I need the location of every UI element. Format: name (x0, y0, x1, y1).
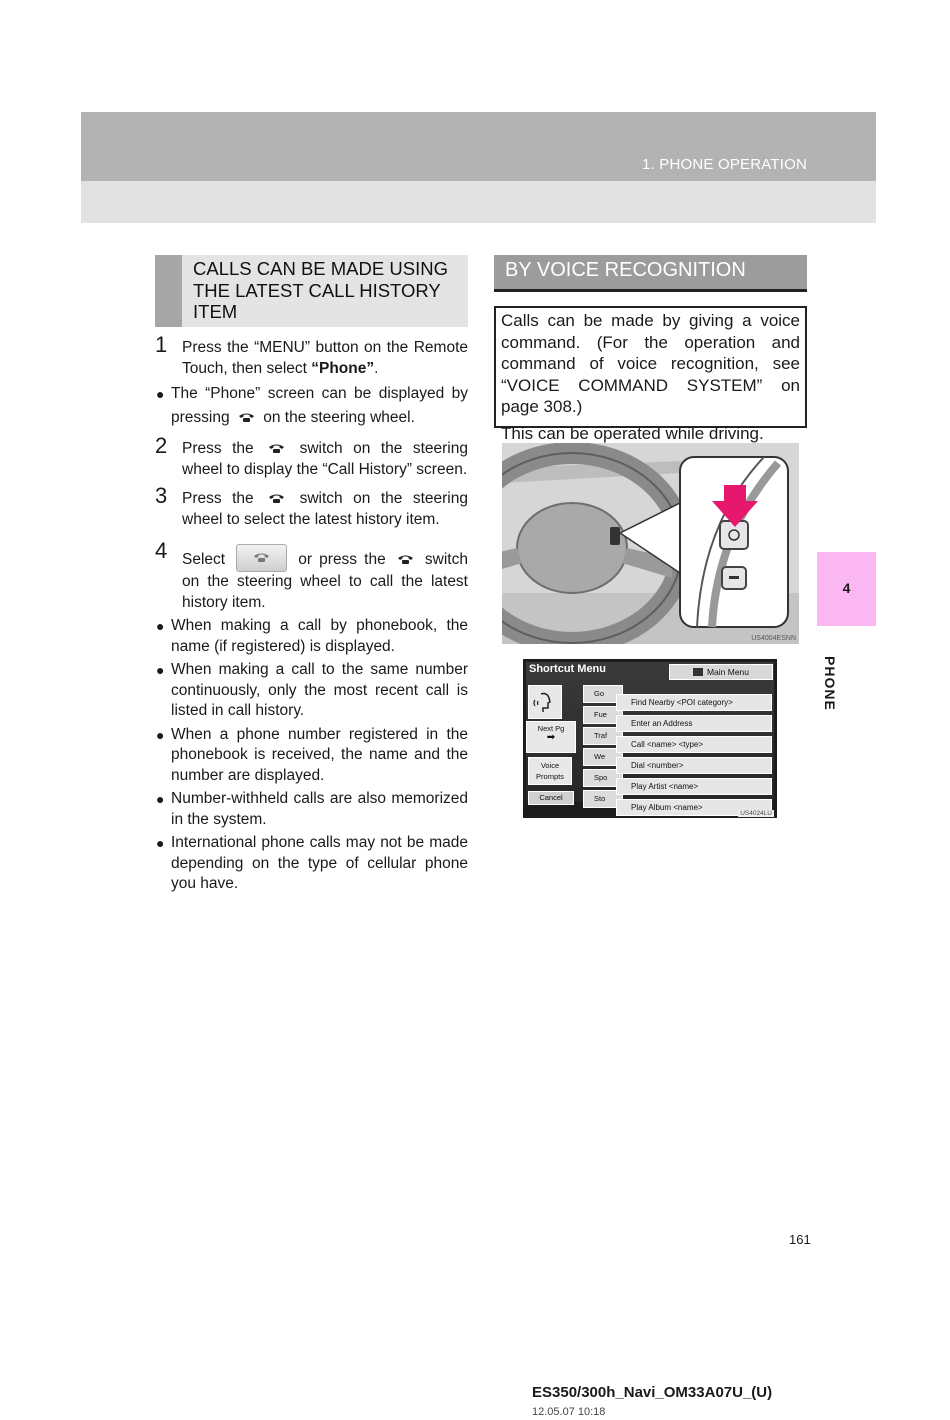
step-text: Select (182, 551, 226, 568)
command-item[interactable]: Dial <number> (616, 757, 772, 774)
footer-date: 12.05.07 10:18 (532, 1406, 606, 1418)
bullet-item (155, 660, 468, 722)
command-item[interactable]: Enter an Address (616, 715, 772, 732)
command-item[interactable]: Traf (583, 727, 623, 745)
main-menu-label: Main Menu (706, 667, 750, 677)
phone-icon (238, 412, 255, 423)
bullet-dot: ● (156, 386, 165, 402)
next-arrow-icon: ➡ (546, 732, 556, 743)
phone-icon (268, 493, 285, 504)
command-item[interactable]: We (583, 748, 623, 766)
next-page-button[interactable] (526, 721, 576, 753)
phone-icon (253, 552, 270, 563)
command-item[interactable]: Find Nearby <POI category> (616, 694, 772, 711)
step-text: switch on the steering wheel to call the latest history item. (182, 551, 468, 611)
menu-icon (693, 668, 703, 676)
step-text: . (374, 359, 379, 377)
bullet-item (155, 616, 468, 657)
main-menu-button[interactable] (669, 664, 773, 680)
chapter-label: PHONE (822, 656, 838, 711)
command-item[interactable]: Call <name> <type> (616, 736, 772, 753)
speaking-head-icon (529, 686, 561, 718)
bullet-text: Number-withheld calls are also memorized in the system. (171, 790, 468, 828)
bullet-dot: ● (156, 662, 165, 678)
step-number: 2 (155, 433, 168, 458)
screen-title: Shortcut Menu (529, 663, 606, 675)
step-text: button on the Remote Touch, then select (182, 339, 469, 377)
voice-talk-icon[interactable] (528, 685, 562, 719)
bullet-text: on the steering wheel. (263, 409, 415, 426)
command-item[interactable]: Play Artist <name> (616, 778, 772, 795)
bullet-dot: ● (156, 835, 165, 851)
info-paragraph: This can be operated while driving. (501, 423, 764, 443)
voice-info-box (494, 306, 807, 443)
voice-prompts-button[interactable] (528, 757, 572, 785)
phone-icon (397, 554, 414, 565)
step-text: or press the (298, 551, 386, 568)
call-button-image (236, 544, 287, 572)
bullet-item (155, 382, 468, 430)
bullet-dot: ● (156, 726, 165, 743)
command-item[interactable]: Fue (583, 706, 623, 724)
step-number: 4 (155, 538, 168, 563)
bullet-text: International phone calls may not be made depending on the type of cellular phone you have. (171, 834, 468, 892)
shortcut-menu-screen (523, 659, 777, 818)
section-heading-text: BY VOICE RECOGNITION (505, 259, 746, 281)
step-2 (155, 433, 468, 480)
step-text: Press the (182, 339, 255, 356)
bullet-text: The “Phone” screen can be displayed by pressing (171, 385, 468, 426)
page-number: 161 (789, 1232, 811, 1247)
chapter-number: 4 (842, 580, 851, 596)
step-text-bold: “Phone” (311, 359, 375, 377)
bullet-text: When a phone number registered in the phonebook is received, the name and the number are displayed. (171, 725, 468, 784)
step-text: Press the (182, 490, 254, 507)
cancel-label: Cancel (539, 793, 563, 802)
command-item[interactable]: Go (583, 685, 623, 703)
step-number: 3 (155, 483, 168, 508)
command-item[interactable]: Sto (583, 790, 623, 808)
heading-bar (155, 255, 182, 327)
step-1 (155, 332, 469, 379)
header-title: 1. PHONE OPERATION (641, 156, 807, 173)
section-heading-voice (494, 255, 807, 292)
bullet-item (155, 725, 468, 787)
footer-doc-id: ES350/300h_Navi_OM33A07U_(U) (532, 1384, 773, 1401)
section-heading-call-history (155, 255, 468, 327)
step-number: 1 (155, 332, 168, 357)
header-subband (81, 181, 876, 223)
step-text: switch on the steering wheel to display the “Call History” screen. (182, 440, 468, 478)
steering-wheel-figure (502, 443, 799, 644)
bullet-text: When making a call to the same number continuously, only the most recent call is listed in call history. (171, 661, 468, 719)
voice-prompts-label: Voice Prompts (536, 761, 564, 781)
step-text-bold: “MENU” (254, 339, 311, 356)
bullet-dot: ● (156, 618, 165, 634)
command-item[interactable]: Play Album <name> (616, 799, 772, 816)
info-paragraph: Calls can be made by giving a voice command. (For the operation and command of voice recognition, see “VOICE COMMAND SYSTEM” on page 308.) (501, 311, 800, 416)
bullet-item (155, 833, 468, 895)
command-popup-list (616, 694, 772, 812)
phone-icon (268, 443, 285, 454)
cancel-button[interactable] (528, 791, 574, 805)
step-text: switch on the steering wheel to select the latest history item. (182, 490, 468, 528)
section-heading-text: CALLS CAN BE MADE USING THE LATEST CALL HISTORY ITEM (193, 258, 448, 322)
steering-wheel-illustration (502, 443, 799, 644)
bullet-text: When making a call by phonebook, the name (if registered) is displayed. (171, 617, 468, 655)
bullet-dot: ● (156, 791, 165, 807)
step-4 (155, 538, 468, 613)
bullet-item (155, 789, 468, 830)
left-column (155, 332, 469, 898)
step-text: Press the (182, 440, 254, 457)
command-item[interactable]: Spo (583, 769, 623, 787)
step-3 (155, 483, 468, 530)
next-page-label: Next Pg (537, 724, 565, 733)
figure-code: US4004ESNN (751, 635, 796, 642)
figure-code: US4024LU (740, 810, 772, 817)
